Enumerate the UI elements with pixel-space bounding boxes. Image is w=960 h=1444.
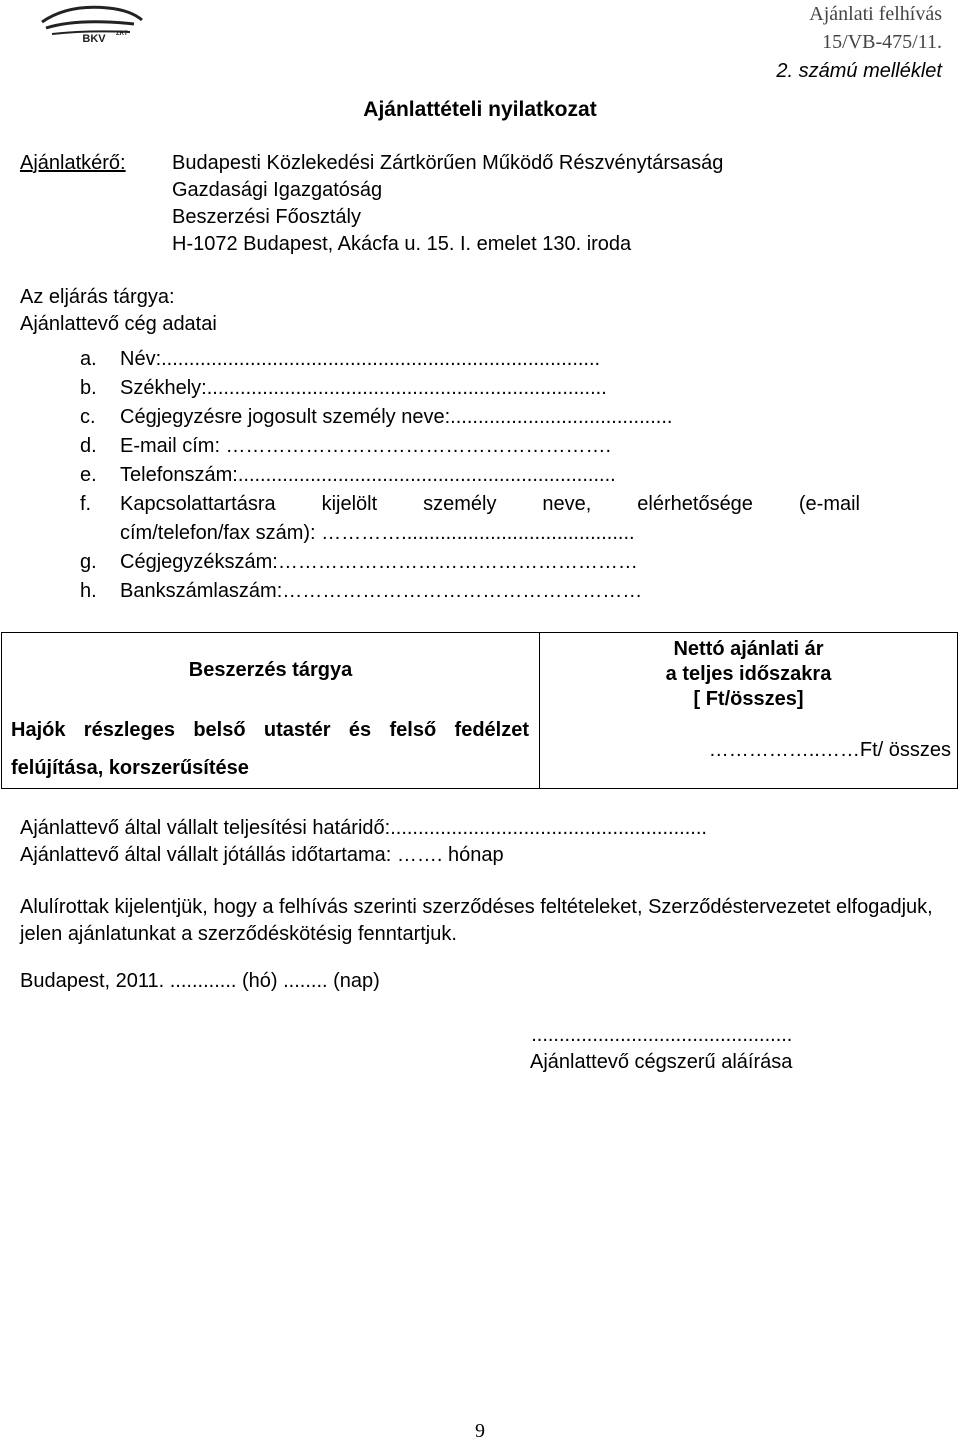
ajanlatkero-label: Ajánlatkérő:: [20, 152, 126, 174]
declaration-text: Alulírottak kijelentjük, hogy a felhívás szerinti szerződéses feltételeket, Szerződéstervezetet elfogadjuk, jelen ajánlatunkat a szerződéskötésig fenntartjuk.: [20, 896, 933, 945]
company-data-label: Ajánlattevő cég adatai: [20, 313, 217, 335]
price-header-line: a teljes időszakra: [665, 663, 832, 685]
address-line: Beszerzési Főosztály: [172, 206, 361, 228]
address-line: Budapesti Közlekedési Zártkörűen Működő Részvénytársaság: [172, 152, 724, 174]
signature-label: Ajánlattevő cégszerű aláírása: [530, 1051, 793, 1073]
field-letter: a.: [80, 348, 97, 370]
page-title: Ajánlattételi nyilatkozat: [363, 98, 597, 121]
ajanlatkero-address: [172, 150, 723, 258]
field-letter: b.: [80, 377, 97, 399]
reference-line-2: 15/VB-475/11.: [822, 31, 942, 53]
company-fields-list: [80, 345, 860, 606]
field-letter: g.: [80, 551, 97, 573]
reference-line-1: Ajánlati felhívás: [809, 3, 942, 25]
field-seat: Székhely:........................................................................: [120, 377, 607, 399]
field-letter: f.: [80, 493, 92, 515]
svg-text:ZRT: ZRT: [116, 31, 128, 37]
field-row-signatory: [80, 403, 860, 432]
completion-deadline: Ajánlattevő által vállalt teljesítési határidő:.........................................................: [20, 817, 707, 839]
field-registry-number: Cégjegyzékszám:………………………………………………: [120, 551, 638, 573]
price-value: ……………..……Ft/ összes: [708, 739, 951, 761]
price-header-line: Nettó ajánlati ár: [673, 638, 824, 660]
field-row-seat: [80, 374, 860, 403]
address-line: Gazdasági Igazgatóság: [172, 179, 383, 201]
field-letter: h.: [80, 580, 97, 602]
field-row-email: [80, 432, 860, 461]
place-date: Budapest, 2011. ............ (hó) ........ (nap): [20, 970, 380, 992]
field-contact: Kapcsolattartásra kijelölt személy neve, elérhetősége (e-mail: [120, 493, 860, 515]
address-line: H-1072 Budapest, Akácfa u. 15. I. emelet 130. iroda: [172, 233, 632, 255]
field-letter: e.: [80, 464, 97, 486]
price-header: [540, 637, 957, 712]
field-row-registry: [80, 548, 860, 577]
warranty-period: Ajánlattevő által vállalt jótállás időtartama: ……. hónap: [20, 844, 504, 866]
header-reference: [776, 0, 942, 86]
procedure-block: [20, 284, 217, 338]
attachment-label: 2. számú melléklet: [776, 60, 942, 82]
page-number: 9: [475, 1420, 485, 1442]
field-name: Név:...............................................................................: [120, 348, 601, 370]
field-phone: Telefonszám:....................................................................: [120, 464, 616, 486]
field-row-contact-cont: [80, 519, 860, 548]
svg-text:BKV: BKV: [82, 33, 106, 45]
price-header-line: [ Ft/összes]: [693, 688, 804, 710]
field-letter: [80, 519, 120, 548]
field-bank-account: Bankszámlaszám:………………………………………………: [120, 580, 643, 602]
offer-table: [1, 632, 958, 789]
bkv-logo: [38, 0, 146, 46]
field-row-name: [80, 345, 860, 374]
procedure-subject-label: Az eljárás tárgya:: [20, 286, 175, 308]
field-letter: d.: [80, 435, 97, 457]
subject-header: Beszerzés tárgya: [188, 659, 353, 681]
signature-line: ...............................................: [531, 1024, 793, 1046]
field-row-bank: [80, 577, 860, 606]
deadline-block: [20, 815, 707, 869]
field-contact-continued: cím/telefon/fax szám): …………..........................................: [120, 522, 635, 544]
field-signatory: Cégjegyzésre jogosult személy neve:........................................: [120, 406, 673, 428]
field-email: E-mail cím: ………………………………………………….: [120, 435, 612, 457]
field-letter: c.: [80, 406, 96, 428]
field-row-phone: [80, 461, 860, 490]
field-row-contact: [80, 490, 860, 519]
signature-block: [530, 1022, 792, 1076]
subject-value: Hajók részleges belső utastér és felső fedélzet felújítása, korszerűsítése: [11, 719, 529, 779]
